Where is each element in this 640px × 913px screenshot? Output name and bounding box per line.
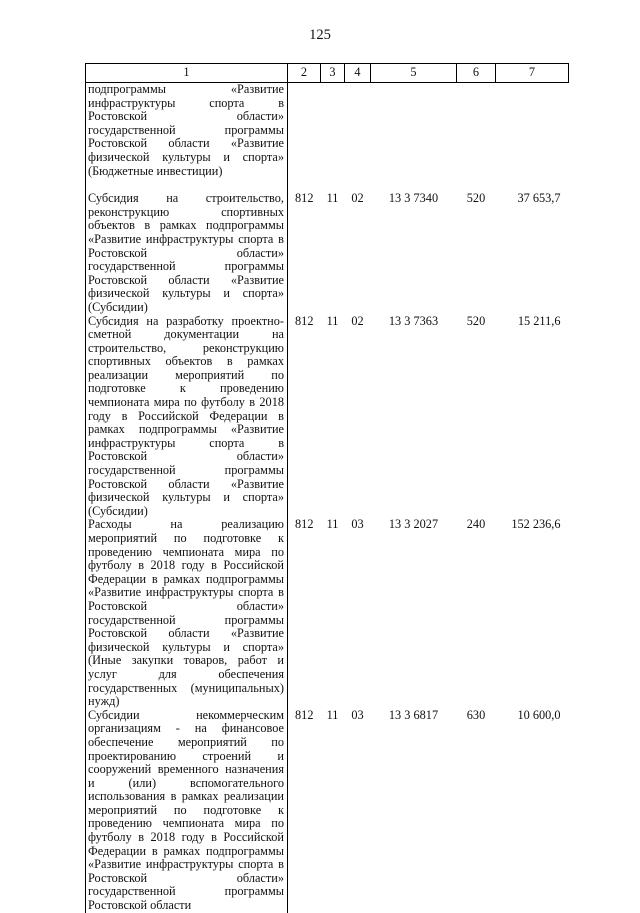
row-ministry-code: 812 <box>295 517 314 532</box>
row-ministry-code: 812 <box>295 313 314 328</box>
row-subsection: 03 <box>351 517 364 532</box>
table-row <box>86 83 569 193</box>
row-expense-type <box>457 83 496 193</box>
header-col-4: 4 <box>345 64 371 83</box>
row-ministry-code: 812 <box>295 707 314 722</box>
row-amount <box>496 83 569 193</box>
row-description: подпрограммы «Развитие инфраструктуры спорта в Ростовской области» государственной программы Ростовской области «Развитие физической культуры и спорта» (Бюджетные инвестиции) <box>86 83 288 193</box>
row-section: 11 <box>326 191 339 206</box>
row-description: Расходы на реализацию мероприятий по подготовке к проведению чемпионата мира по футболу в 2018 году в Российской Федерации в рамках подпрограммы «Развитие инфраструктуры спорта в Ростовской области» государственной программы Ростовской области «Развитие физической культуры и спорта» (Иные закупки товаров, работ и услуг для обеспечения государственных (муниципальных) нужд) <box>86 518 288 708</box>
table-row <box>86 315 569 519</box>
row-target-article: 13 3 6817 <box>388 707 439 722</box>
row-amount: 15 211,6 <box>517 313 561 328</box>
row-amount: 37 653,7 <box>517 191 561 206</box>
row-expense-type: 520 <box>466 191 486 206</box>
row-subsection: 03 <box>351 707 364 722</box>
row-expense-type: 240 <box>466 517 486 532</box>
row-target-article: 13 3 2027 <box>388 517 439 532</box>
row-description: Субсидии некоммерческим организациям - на финансовое обеспечение мероприятий по проектированию строений и сооружений временного назначения и (или) вспомогательного использования в рамках реализации мероприятий по подготовке к проведению чемпионата мира по футболу в 2018 году в Российской Федерации в рамках подпрограммы «Развитие инфраструктуры спорта в Ростовской области» государственной программы Ростовской области <box>86 709 288 913</box>
header-col-2: 2 <box>288 64 321 83</box>
budget-table <box>85 63 569 913</box>
row-expense-type: 630 <box>466 707 486 722</box>
row-description: Субсидия на разработку проектно-сметной документации на строительство, реконструкцию спортивных объектов в рамках реализации мероприятий по подготовке к проведению чемпионата мира по футболу в 2018 году в Российской Федерации в рамках подпрограммы «Развитие инфраструктуры спорта в Ростовской области» государственной программы Ростовской области «Развитие физической культуры и спорта» (Субсидии) <box>86 315 288 519</box>
row-subsection: 02 <box>351 191 364 206</box>
header-col-5: 5 <box>371 64 457 83</box>
row-ministry-code: 812 <box>295 191 314 206</box>
row-target-article: 13 3 7340 <box>388 191 439 206</box>
row-target-article <box>371 83 457 193</box>
page-number: 125 <box>309 27 331 43</box>
row-target-article: 13 3 7363 <box>388 313 439 328</box>
table-row <box>86 709 569 913</box>
table-row <box>86 518 569 708</box>
row-section <box>321 83 345 193</box>
row-section: 11 <box>326 313 339 328</box>
row-description: Субсидия на строительство, реконструкцию спортивных объектов в рамках подпрограммы «Развитие инфраструктуры спорта в Ростовской области» государственной программы Ростовской области «Развитие физической культуры и спорта» (Субсидии) <box>86 192 288 314</box>
row-subsection <box>345 83 371 193</box>
row-subsection: 02 <box>351 313 364 328</box>
header-col-3: 3 <box>321 64 345 83</box>
row-section: 11 <box>326 517 339 532</box>
table-row <box>86 192 569 314</box>
header-col-6: 6 <box>457 64 496 83</box>
header-col-1: 1 <box>86 64 288 83</box>
row-amount: 152 236,6 <box>511 517 561 532</box>
table-header <box>86 64 569 83</box>
row-amount: 10 600,0 <box>517 707 561 722</box>
header-col-7: 7 <box>496 64 569 83</box>
row-ministry-code <box>288 83 321 193</box>
row-section: 11 <box>326 707 339 722</box>
row-expense-type: 520 <box>466 313 486 328</box>
